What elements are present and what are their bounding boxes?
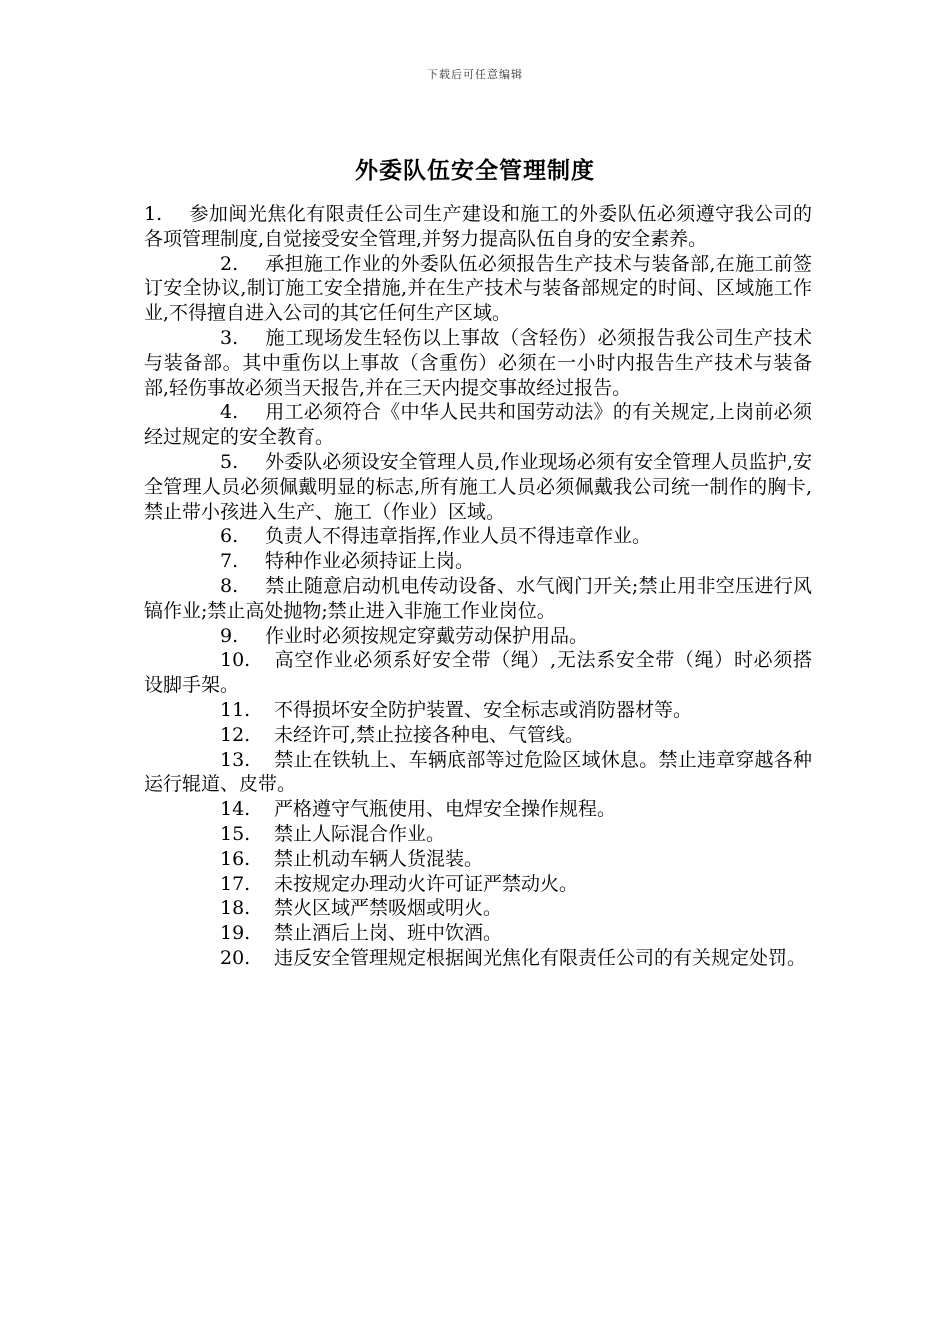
regulation-item-19 — [144, 921, 812, 946]
regulation-item-1 — [144, 202, 812, 252]
regulation-item-9 — [144, 624, 812, 649]
regulation-item-3 — [144, 326, 812, 400]
item-text: 作业时必须按规定穿戴劳动保护用品。 — [265, 624, 589, 647]
item-text: 禁止机动车辆人货混装。 — [274, 847, 484, 870]
item-text: 禁止人际混合作业。 — [274, 822, 446, 845]
regulation-item-13 — [144, 748, 812, 798]
item-number: 11. — [220, 698, 251, 721]
regulation-item-11 — [144, 698, 812, 723]
item-number: 20. — [220, 946, 251, 969]
item-text: 施工现场发生轻伤以上事故（含轻伤）必须报告我公司生产技术与装备部。其中重伤以上事故（含重伤）必须在一小时内报告生产技术与装备部,轻伤事故必须当天报告,并在三天内提交事故经过报告。 — [144, 326, 812, 399]
item-text: 高空作业必须系好安全带（绳）,无法系安全带（绳）时必须搭设脚手架。 — [144, 649, 812, 697]
item-number: 16. — [220, 847, 251, 870]
item-number: 10. — [220, 649, 251, 672]
item-text: 违反安全管理规定根据闽光焦化有限责任公司的有关规定处罚。 — [274, 946, 807, 969]
item-number: 5. — [220, 450, 239, 473]
regulation-item-4 — [144, 400, 812, 450]
item-number: 4. — [220, 401, 239, 424]
item-number: 13. — [220, 748, 251, 771]
item-text: 用工必须符合《中华人民共和国劳动法》的有关规定,上岗前必须经过规定的安全教育。 — [144, 401, 812, 449]
item-number: 19. — [220, 922, 251, 945]
item-text: 负责人不得违章指挥,作业人员不得违章作业。 — [265, 525, 652, 548]
item-text: 未按规定办理动火许可证严禁动火。 — [274, 872, 579, 895]
item-text: 禁止随意启动机电传动设备、水气阀门开关;禁止用非空压进行风镐作业;禁止高处抛物;禁止进入非施工作业岗位。 — [144, 574, 812, 622]
regulation-item-2 — [144, 252, 812, 326]
regulation-item-18 — [144, 896, 812, 921]
item-text: 参加闽光焦化有限责任公司生产建设和施工的外委队伍必须遵守我公司的各项管理制度,自觉接受安全管理,并努力提高队伍自身的安全素养。 — [144, 203, 812, 250]
item-number: 14. — [220, 798, 251, 821]
item-number: 9. — [220, 624, 239, 647]
regulation-item-12 — [144, 723, 812, 748]
item-number: 12. — [220, 723, 251, 746]
regulation-item-5 — [144, 450, 812, 524]
item-number: 15. — [220, 822, 251, 845]
item-text: 禁止酒后上岗、班中饮酒。 — [274, 922, 503, 945]
item-text: 禁火区域严禁吸烟或明火。 — [274, 897, 503, 920]
item-number: 2. — [220, 252, 239, 275]
regulation-item-8 — [144, 574, 812, 624]
item-number: 7. — [220, 550, 239, 573]
regulation-item-15 — [144, 822, 812, 847]
regulation-item-14 — [144, 797, 812, 822]
page-header-note: 下载后可任意编辑 — [427, 68, 523, 81]
regulation-item-7 — [144, 549, 812, 574]
item-text: 禁止在铁轨上、车辆底部等过危险区域休息。禁止违章穿越各种运行辊道、皮带。 — [144, 748, 812, 796]
document-title: 外委队伍安全管理制度 — [355, 157, 595, 184]
item-number: 6. — [220, 525, 239, 548]
regulation-item-10 — [144, 648, 812, 698]
regulation-item-17 — [144, 872, 812, 897]
regulation-item-20 — [144, 946, 812, 971]
item-text: 未经许可,禁止拉接各种电、气管线。 — [274, 723, 585, 746]
item-text: 严格遵守气瓶使用、电焊安全操作规程。 — [274, 798, 617, 821]
item-text: 特种作业必须持证上岗。 — [265, 550, 475, 573]
item-number: 18. — [220, 897, 251, 920]
item-text: 外委队必须设安全管理人员,作业现场必须有安全管理人员监护,安全管理人员必须佩戴明显的标志,所有施工人员必须佩戴我公司统一制作的胸卡,禁止带小孩进入生产、施工（作业）区域。 — [144, 450, 812, 523]
item-text: 不得损坏安全防护装置、安全标志或消防器材等。 — [274, 698, 693, 721]
item-number: 17. — [220, 872, 251, 895]
item-text: 承担施工作业的外委队伍必须报告生产技术与装备部,在施工前签订安全协议,制订施工安全措施,并在生产技术与装备部规定的时间、区域施工作业,不得擅自进入公司的其它任何生产区域。 — [144, 252, 812, 325]
item-number: 1. — [144, 203, 163, 225]
regulation-item-6 — [144, 524, 812, 549]
item-number: 3. — [220, 326, 239, 349]
regulation-item-16 — [144, 847, 812, 872]
item-number: 8. — [220, 574, 239, 597]
regulation-list — [144, 202, 812, 971]
